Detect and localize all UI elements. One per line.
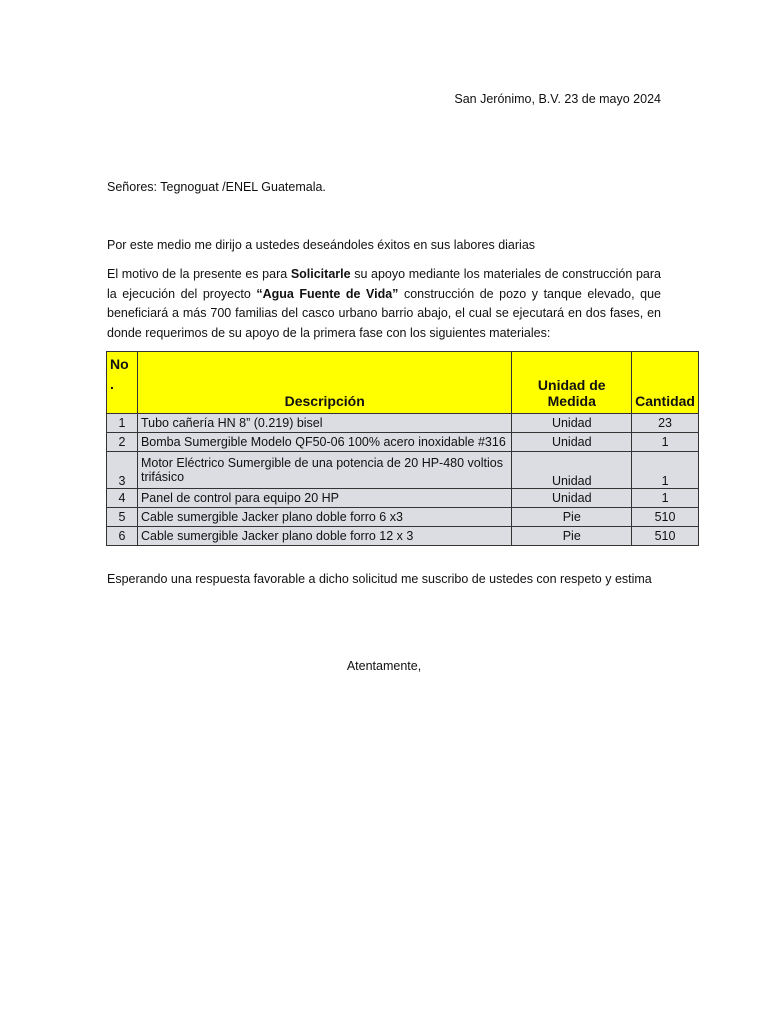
letter-date: San Jerónimo, B.V. 23 de mayo 2024 <box>454 92 661 106</box>
table-header-row <box>107 352 699 414</box>
cell-qty: 510 <box>632 508 699 527</box>
cell-qty: 1 <box>632 489 699 508</box>
cell-description: Panel de control para equipo 20 HP <box>137 489 511 508</box>
cell-no: 5 <box>107 508 138 527</box>
cell-unit: Unidad <box>512 489 632 508</box>
cell-description: Cable sumergible Jacker plano doble forro 12 x 3 <box>137 527 511 546</box>
letter-recipient: Señores: Tegnoguat /ENEL Guatemala. <box>107 180 326 194</box>
cell-qty: 23 <box>632 414 699 433</box>
table-row <box>107 527 699 546</box>
cell-description-line1: Motor Eléctrico Sumergible de una potencia de 20 HP-480 voltios <box>140 456 503 470</box>
cell-no: 1 <box>107 414 138 433</box>
header-quantity: Cantidad <box>632 352 699 414</box>
table-row <box>107 508 699 527</box>
cell-description-line2: trifásico <box>140 470 185 484</box>
header-no-line2: . <box>110 376 114 392</box>
cell-description <box>137 452 511 489</box>
body-bold-project: “Agua Fuente de Vida” <box>256 286 399 301</box>
table-row <box>107 433 699 452</box>
header-unit-line1: Unidad de <box>537 377 606 393</box>
cell-description: Cable sumergible Jacker plano doble forro 6 x3 <box>137 508 511 527</box>
materials-table <box>106 351 699 546</box>
body-text-part1: El motivo de la presente es para <box>107 267 291 281</box>
body-text-part3: construcción de pozo y tanque elevado, que beneficiará a más 700 familias del casco urbano barrio abajo, el cual se ejecutará en dos fases, en donde requerimos de su apoyo de la primera fase con los siguientes materiales: <box>107 286 661 340</box>
header-no <box>107 352 138 414</box>
header-unit-line2: Medida <box>547 393 596 409</box>
table-row <box>107 452 699 489</box>
body-bold-request: Solicitarle <box>290 267 351 281</box>
body-text-part2: su apoyo mediante los materiales de construcción para la ejecución del proyecto <box>107 267 661 301</box>
cell-no: 6 <box>107 527 138 546</box>
cell-description: Bomba Sumergible Modelo QF50-06 100% acero inoxidable #316 <box>137 433 511 452</box>
header-no-line1: No <box>110 356 129 372</box>
body-paragraph <box>107 265 661 343</box>
closing-paragraph: Esperando una respuesta favorable a dicho solicitud me suscribo de ustedes con respeto y estima <box>107 572 652 586</box>
cell-no: 2 <box>107 433 138 452</box>
signoff: Atentamente, <box>346 659 422 673</box>
intro-paragraph: Por este medio me dirijo a ustedes deseándoles éxitos en sus labores diarias <box>107 238 536 252</box>
table-row <box>107 414 699 433</box>
table-row <box>107 489 699 508</box>
cell-qty: 510 <box>632 527 699 546</box>
header-description: Descripción <box>137 352 511 414</box>
cell-description: Tubo cañería HN 8” (0.219) bisel <box>137 414 511 433</box>
cell-unit: Pie <box>512 527 632 546</box>
header-unit <box>512 352 632 414</box>
cell-no: 4 <box>107 489 138 508</box>
cell-qty: 1 <box>632 433 699 452</box>
cell-qty: 1 <box>632 452 699 489</box>
cell-unit: Unidad <box>512 433 632 452</box>
cell-unit: Unidad <box>512 452 632 489</box>
cell-no: 3 <box>107 452 138 489</box>
cell-unit: Unidad <box>512 414 632 433</box>
cell-unit: Pie <box>512 508 632 527</box>
